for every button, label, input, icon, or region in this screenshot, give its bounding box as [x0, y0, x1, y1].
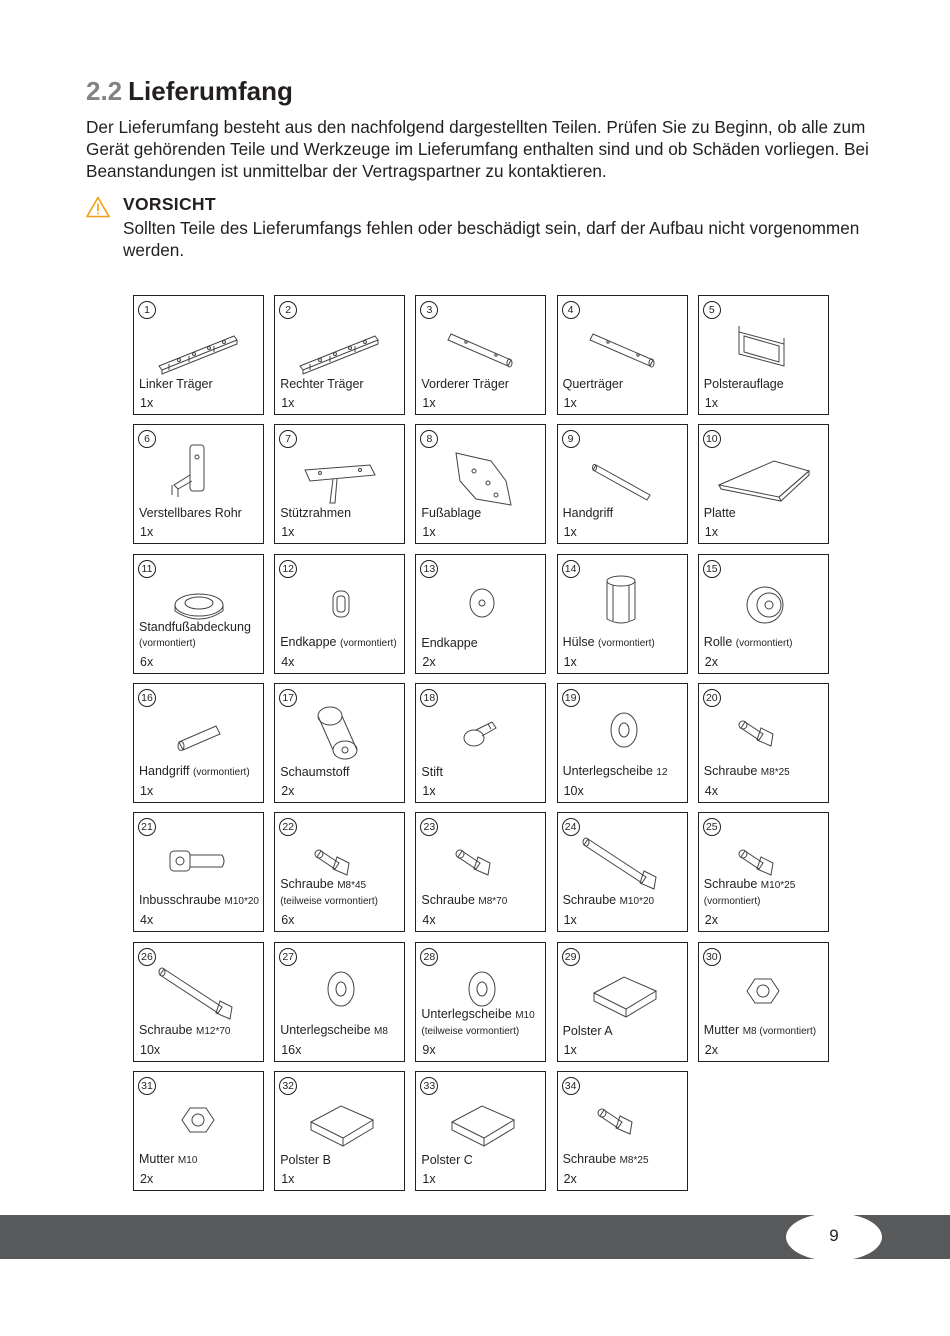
- part-number: 24: [562, 818, 580, 836]
- part-quantity: 1x: [704, 396, 718, 410]
- part-name: Handgriff: [139, 763, 190, 778]
- part-note: M12*70: [196, 1025, 231, 1037]
- part-number: 29: [562, 948, 580, 966]
- part-name: Schraube: [421, 893, 475, 908]
- section-title: Lieferumfang: [128, 76, 293, 106]
- part-quantity: 4x: [704, 783, 718, 798]
- part-note: M8*25: [760, 766, 790, 778]
- part-name: Endkappe: [421, 635, 478, 650]
- part-cell-8: [415, 424, 546, 544]
- part-note: M10*25: [760, 880, 796, 892]
- part-note-secondary: (teilweise vormontiert): [421, 1025, 520, 1037]
- part-label: [139, 620, 261, 651]
- part-name: Polster A: [562, 1023, 613, 1038]
- bolt-icon: [699, 684, 830, 804]
- part-quantity: 2x: [704, 654, 718, 669]
- frame-icon: [699, 296, 830, 416]
- part-number: 19: [562, 689, 580, 707]
- bolt-icon: [416, 813, 547, 933]
- part-quantity: 1x: [140, 783, 154, 798]
- part-quantity: 1x: [281, 1171, 295, 1186]
- part-quantity: 16x: [281, 1042, 302, 1057]
- part-number: 34: [562, 1077, 580, 1095]
- part-number: 23: [420, 818, 438, 836]
- part-label: [280, 877, 402, 909]
- part-name: Rechter Träger: [280, 377, 364, 391]
- part-label: [280, 377, 402, 392]
- part-cell-3: [415, 295, 546, 415]
- part-name: Fußablage: [421, 506, 482, 521]
- part-name: Stützrahmen: [280, 506, 352, 521]
- part-number: 10: [703, 430, 721, 448]
- part-name: Schraube: [562, 1151, 617, 1166]
- part-quantity: 10x: [140, 1042, 161, 1057]
- part-label: [139, 1152, 261, 1168]
- part-name: Polster C: [421, 1152, 473, 1167]
- part-name: Rolle: [703, 634, 733, 649]
- part-quantity: 9x: [422, 1042, 436, 1057]
- tube-icon: [558, 296, 689, 416]
- part-cell-30: [698, 942, 829, 1062]
- foot-cover-icon: [134, 555, 265, 675]
- part-number: 4: [562, 301, 580, 319]
- tube-icon: [416, 296, 547, 416]
- part-cell-2: [274, 295, 405, 415]
- part-quantity: 1x: [563, 913, 577, 928]
- part-name: Endkappe: [280, 634, 337, 649]
- part-note: M8*70: [478, 896, 508, 908]
- part-label: [704, 506, 826, 521]
- bolt-icon: [275, 813, 406, 933]
- part-quantity: 1x: [422, 525, 436, 540]
- part-cell-17: [274, 683, 405, 803]
- part-quantity: 1x: [140, 525, 154, 540]
- bar-icon: [558, 425, 689, 545]
- part-number: 15: [703, 560, 721, 578]
- part-note: M8 (vormontiert): [742, 1025, 817, 1037]
- part-cell-34: [557, 1071, 688, 1191]
- part-name: Inbusschraube: [139, 893, 222, 908]
- long-bolt-icon: [558, 813, 689, 933]
- cushion-icon: [558, 943, 689, 1063]
- part-note: 12: [656, 766, 668, 778]
- part-number: 27: [279, 948, 297, 966]
- part-number: 28: [420, 948, 438, 966]
- part-cell-28: [415, 942, 546, 1062]
- part-note: (vormontiert): [139, 637, 196, 649]
- part-label: [280, 1023, 402, 1039]
- part-cell-21: [133, 812, 264, 932]
- caution-title: VORSICHT: [123, 194, 216, 214]
- bolt-icon: [699, 813, 830, 933]
- part-cell-14: [557, 554, 688, 674]
- part-quantity: 2x: [422, 654, 436, 669]
- part-number: 7: [279, 430, 297, 448]
- part-quantity: 2x: [704, 1042, 718, 1057]
- grip-icon: [134, 684, 265, 804]
- part-number: 18: [420, 689, 438, 707]
- part-name: Platte: [703, 506, 736, 521]
- allen-bolt-icon: [134, 813, 265, 933]
- part-name: Hülse: [562, 634, 595, 649]
- part-number: 21: [138, 818, 156, 836]
- part-label: [280, 1153, 402, 1168]
- part-name: Schraube: [139, 1022, 193, 1037]
- part-cell-7: [274, 424, 405, 544]
- part-name: Verstellbares Rohr: [139, 506, 242, 521]
- pin-icon: [416, 684, 547, 804]
- part-name: Linker Träger: [139, 377, 213, 391]
- part-cell-33: [415, 1071, 546, 1191]
- part-label: [704, 377, 826, 392]
- part-label: [139, 506, 261, 521]
- part-cell-10: [698, 424, 829, 544]
- part-label: [280, 635, 402, 651]
- part-quantity: 2x: [140, 1171, 154, 1186]
- part-label: [563, 1152, 685, 1168]
- part-number: 20: [703, 689, 721, 707]
- beam-icon: [275, 296, 406, 416]
- part-quantity: 1x: [422, 1171, 436, 1186]
- part-quantity: 1x: [422, 783, 436, 798]
- part-cell-27: [274, 942, 405, 1062]
- part-cell-24: [557, 812, 688, 932]
- footrest-icon: [416, 425, 547, 545]
- part-number: 12: [279, 560, 297, 578]
- part-cell-19: [557, 683, 688, 803]
- part-label: [421, 1153, 543, 1168]
- part-name: Mutter: [703, 1022, 740, 1037]
- part-number: 3: [420, 301, 438, 319]
- part-name: Polster B: [280, 1152, 331, 1167]
- part-quantity: 6x: [140, 654, 154, 669]
- part-quantity: 2x: [563, 1171, 577, 1186]
- washer-icon: [416, 943, 547, 1063]
- part-note: M8*45: [337, 880, 367, 892]
- part-number: 16: [138, 689, 156, 707]
- part-number: 8: [420, 430, 438, 448]
- part-note: M10*20: [619, 896, 655, 908]
- part-quantity: 1x: [563, 525, 577, 540]
- part-number: 25: [703, 818, 721, 836]
- part-cell-31: [133, 1071, 264, 1191]
- part-number: 30: [703, 948, 721, 966]
- part-number: 14: [562, 560, 580, 578]
- part-quantity: 1x: [563, 396, 577, 410]
- cushion-icon: [416, 1072, 547, 1192]
- intro-paragraph: Der Lieferumfang besteht aus den nachfolgend dargestellten Teilen. Prüfen Sie zu Beginn, ob alle zum Gerät gehörenden Teile und Werkzeuge im Lieferumfang enthalten sind und ob Schäden vorliegen. Bei Beanstandungen ist unmittelbar der Vertragspartner zu kontaktieren.: [86, 117, 869, 181]
- part-number: 11: [138, 560, 156, 578]
- part-note: (vormontiert): [735, 637, 793, 649]
- part-label: [421, 765, 543, 780]
- part-name: Polsterauflage: [703, 377, 784, 391]
- part-note-secondary: (teilweise vormontiert): [280, 896, 378, 908]
- beam-icon: [134, 296, 265, 416]
- part-number: 1: [138, 301, 156, 319]
- part-label: [704, 1023, 826, 1039]
- part-name: Vorderer Träger: [421, 377, 509, 391]
- part-name: Unterlegscheibe: [421, 1006, 512, 1021]
- part-name: Unterlegscheibe: [562, 763, 653, 778]
- part-label: [139, 377, 261, 392]
- part-number: 9: [562, 430, 580, 448]
- part-label: [704, 764, 826, 780]
- part-label: [563, 1024, 685, 1039]
- part-number: 31: [138, 1077, 156, 1095]
- part-cell-4: [557, 295, 688, 415]
- part-name: Schraube: [280, 877, 334, 892]
- part-quantity: 2x: [704, 913, 718, 928]
- part-label: [421, 636, 543, 651]
- part-cell-9: [557, 424, 688, 544]
- part-quantity: 1x: [281, 396, 295, 410]
- warning-triangle-icon: [86, 196, 110, 218]
- part-cell-20: [698, 683, 829, 803]
- part-name: Schaumstoff: [280, 764, 350, 779]
- part-cell-32: [274, 1071, 405, 1191]
- round-cap-icon: [416, 555, 547, 675]
- part-quantity: 1x: [563, 1042, 577, 1057]
- part-cell-11: [133, 554, 264, 674]
- part-number: 17: [279, 689, 297, 707]
- part-label: [563, 506, 685, 521]
- part-note: (vormontiert): [192, 766, 250, 778]
- part-cell-13: [415, 554, 546, 674]
- nut-icon: [134, 1072, 265, 1192]
- part-quantity: 2x: [281, 783, 295, 798]
- part-cell-29: [557, 942, 688, 1062]
- page-number: 9: [829, 1226, 839, 1245]
- part-note: M10*20: [224, 896, 259, 908]
- support-frame-icon: [275, 425, 406, 545]
- part-quantity: 6x: [281, 913, 295, 928]
- part-note: M8: [374, 1025, 388, 1037]
- part-cell-16: [133, 683, 264, 803]
- part-number: 6: [138, 430, 156, 448]
- nut-icon: [699, 943, 830, 1063]
- part-label: [280, 765, 402, 780]
- part-label: [704, 635, 826, 651]
- part-name: Schraube: [703, 877, 758, 892]
- part-cell-26: [133, 942, 264, 1062]
- part-quantity: 4x: [281, 654, 295, 669]
- part-quantity: 10x: [563, 783, 584, 798]
- part-quantity: 1x: [140, 396, 154, 410]
- part-label: [421, 377, 543, 392]
- part-label: [704, 877, 826, 909]
- part-number: 2: [279, 301, 297, 319]
- part-label: [421, 893, 543, 909]
- wheel-icon: [699, 555, 830, 675]
- part-cell-12: [274, 554, 405, 674]
- adjustable-tube-icon: [134, 425, 265, 545]
- part-quantity: 4x: [140, 913, 154, 928]
- part-cell-15: [698, 554, 829, 674]
- part-name: Standfußabdeckung: [139, 619, 251, 634]
- part-label: [421, 1007, 543, 1039]
- bolt-icon: [558, 1072, 689, 1192]
- part-name: Handgriff: [562, 506, 614, 521]
- sleeve-icon: [558, 555, 689, 675]
- part-number: 33: [420, 1077, 438, 1095]
- part-quantity: 1x: [563, 654, 577, 669]
- part-name: Schraube: [703, 763, 758, 778]
- part-label: [563, 893, 685, 909]
- part-number: 26: [138, 948, 156, 966]
- part-label: [139, 893, 261, 909]
- foam-icon: [275, 684, 406, 804]
- section-number: 2.2: [86, 76, 123, 106]
- part-name: Unterlegscheibe: [280, 1022, 371, 1037]
- part-note-secondary: (vormontiert): [703, 896, 761, 908]
- part-cell-6: [133, 424, 264, 544]
- part-number: 32: [279, 1077, 297, 1095]
- part-cell-5: [698, 295, 829, 415]
- part-cell-23: [415, 812, 546, 932]
- part-name: Querträger: [562, 377, 624, 391]
- part-label: [421, 506, 543, 521]
- part-note: M10: [177, 1154, 198, 1166]
- parts-grid: [133, 295, 833, 1196]
- part-note: M10: [515, 1009, 535, 1021]
- part-quantity: 1x: [704, 525, 718, 540]
- part-number: 13: [420, 560, 438, 578]
- part-note: (vormontiert): [339, 637, 397, 649]
- part-quantity: 1x: [422, 396, 436, 410]
- part-number: 22: [279, 818, 297, 836]
- part-quantity: 1x: [281, 525, 295, 540]
- part-name: Schraube: [562, 893, 617, 908]
- part-name: Stift: [421, 764, 443, 779]
- caution-text: Sollten Teile des Lieferumfangs fehlen oder beschädigt sein, darf der Aufbau nicht vorgenommen werden.: [123, 218, 860, 260]
- part-label: [139, 764, 261, 780]
- part-label: [563, 764, 685, 780]
- part-cell-18: [415, 683, 546, 803]
- cushion-icon: [275, 1072, 406, 1192]
- part-label: [280, 506, 402, 521]
- plate-icon: [699, 425, 830, 545]
- part-cell-25: [698, 812, 829, 932]
- part-quantity: 4x: [422, 913, 436, 928]
- part-label: [139, 1023, 261, 1039]
- part-cell-1: [133, 295, 264, 415]
- section-heading: [86, 76, 293, 107]
- end-cap-icon: [275, 555, 406, 675]
- part-name: Mutter: [139, 1151, 175, 1166]
- part-number: 5: [703, 301, 721, 319]
- part-cell-22: [274, 812, 405, 932]
- part-label: [563, 635, 685, 651]
- part-note: (vormontiert): [598, 637, 655, 649]
- part-label: [563, 377, 685, 392]
- part-note: M8*25: [619, 1154, 649, 1166]
